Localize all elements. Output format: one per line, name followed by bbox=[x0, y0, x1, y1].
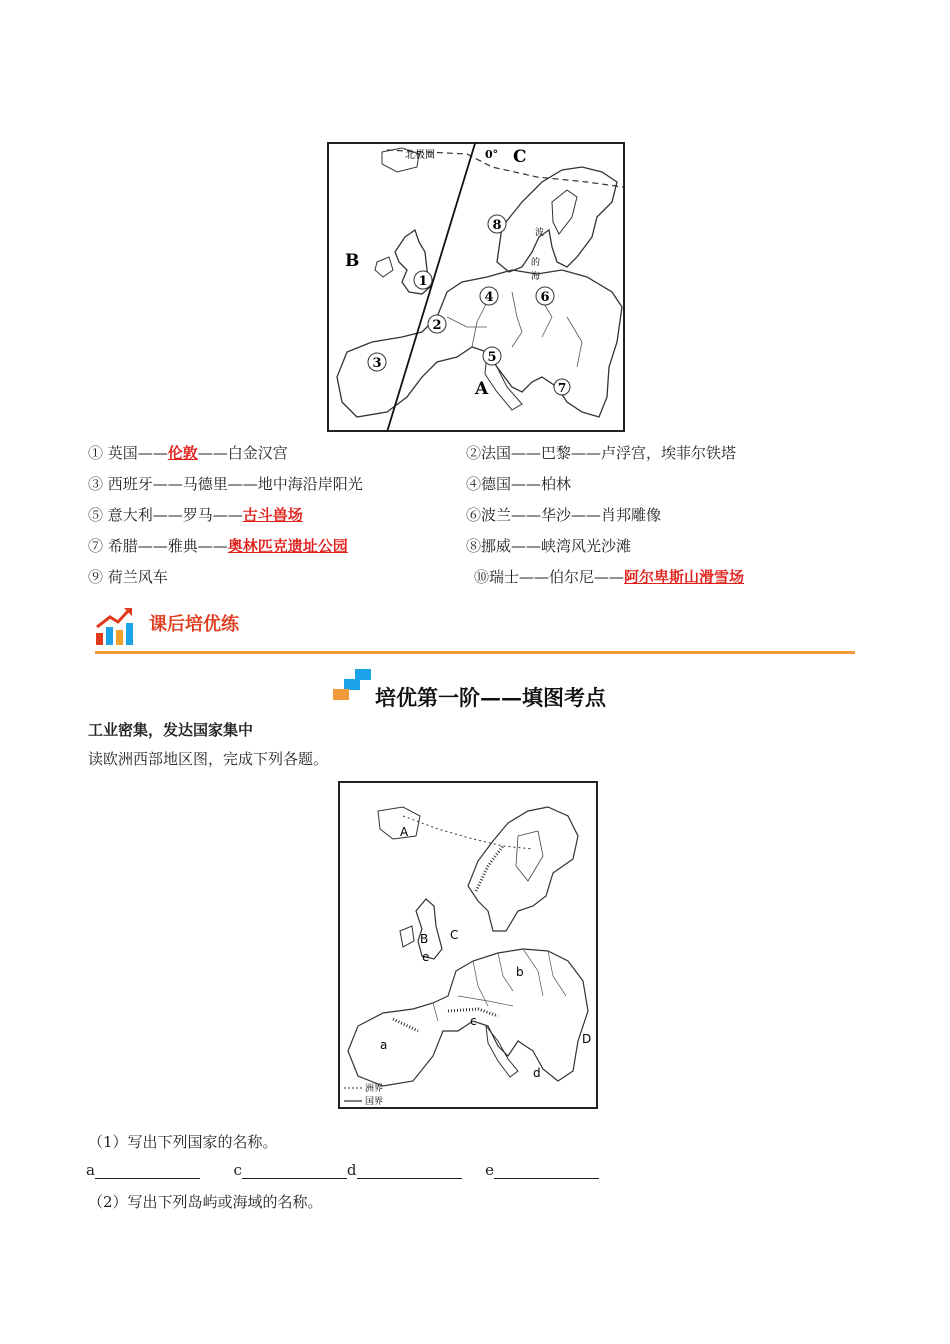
map2-label-D: D bbox=[582, 1032, 592, 1046]
map1-label-7: 7 bbox=[557, 381, 567, 395]
list-item-5: ⑤ 意大利——罗马——古斗兽场 bbox=[88, 506, 303, 524]
legend-continent-boundary: 洲界 bbox=[365, 1084, 384, 1094]
map1-label-6: 6 bbox=[540, 290, 550, 305]
map1-label-C: C bbox=[513, 147, 527, 167]
blank-label-e: e bbox=[485, 1161, 494, 1179]
question-1: （1）写出下列国家的名称。 bbox=[88, 1133, 278, 1151]
answer-blanks-row bbox=[86, 1161, 599, 1179]
europe-map-lettered bbox=[338, 781, 598, 1109]
list-item-7: ⑦ 希腊——雅典——奥林匹克遗址公园 bbox=[88, 537, 348, 555]
blank-label-d: d bbox=[346, 1161, 357, 1179]
map1-label-1: 1 bbox=[418, 274, 428, 289]
map1-label-8: 8 bbox=[492, 218, 502, 233]
list-item-4: ④德国——柏林 bbox=[466, 475, 572, 493]
map1-baltic-1: 波 bbox=[535, 228, 545, 238]
map2-label-b: b bbox=[516, 965, 524, 979]
section-title: 培优第一阶——填图考点 bbox=[375, 685, 606, 710]
list-item-2: ②法国——巴黎——卢浮宫，埃菲尔铁塔 bbox=[466, 444, 737, 462]
list-item-10: ⑩瑞士——伯尔尼——阿尔卑斯山滑雪场 bbox=[474, 568, 745, 586]
list-item-1: ① 英国——伦敦——白金汉宫 bbox=[88, 444, 288, 462]
map1-baltic-2: 的 bbox=[531, 258, 541, 268]
map2-label-d: d bbox=[533, 1066, 541, 1080]
banner-divider bbox=[95, 651, 855, 654]
blank-e[interactable] bbox=[494, 1163, 599, 1179]
intro-text: 读欧洲西部地区图，完成下列各题。 bbox=[88, 750, 329, 768]
list-item-3: ③ 西班牙——马德里——地中海沿岸阳光 bbox=[88, 475, 363, 493]
list-item-8: ⑧挪威——峡湾风光沙滩 bbox=[466, 537, 632, 555]
map2-label-C: C bbox=[450, 928, 459, 942]
legend-country-boundary: 国界 bbox=[365, 1097, 384, 1107]
list-item-9: ⑨ 荷兰风车 bbox=[88, 568, 168, 586]
map2-label-c: c bbox=[470, 1014, 477, 1028]
map1-label-2: 2 bbox=[432, 318, 442, 333]
blank-label-c: c bbox=[233, 1161, 242, 1179]
map2-label-a: a bbox=[380, 1038, 388, 1052]
blank-a[interactable] bbox=[95, 1163, 200, 1179]
chart-arrow-icon bbox=[94, 603, 136, 647]
blocks-icon bbox=[333, 667, 373, 701]
map1-meridian-label: 0° bbox=[485, 148, 499, 161]
map1-label-4: 4 bbox=[484, 290, 494, 305]
map1-label-A: A bbox=[475, 379, 489, 399]
map1-arctic-circle-label: 北极圈 bbox=[405, 150, 435, 161]
map2-label-A: A bbox=[400, 825, 409, 839]
europe-map-numbered bbox=[327, 142, 625, 432]
map1-baltic-3: 海 bbox=[531, 272, 541, 282]
map1-label-5: 5 bbox=[487, 350, 497, 365]
blank-label-a: a bbox=[86, 1161, 95, 1179]
topic-heading: 工业密集，发达国家集中 bbox=[88, 721, 254, 739]
list-item-6: ⑥波兰——华沙——肖邦雕像 bbox=[466, 506, 662, 524]
map2-label-B: B bbox=[420, 932, 429, 946]
blank-d[interactable] bbox=[357, 1163, 462, 1179]
blank-c[interactable] bbox=[242, 1163, 347, 1179]
banner-title: 课后培优练 bbox=[149, 614, 239, 635]
map1-label-3: 3 bbox=[372, 356, 382, 371]
map1-label-B: B bbox=[345, 251, 360, 271]
map2-label-e: e bbox=[422, 950, 430, 964]
question-2: （2）写出下列岛屿或海域的名称。 bbox=[88, 1193, 323, 1211]
